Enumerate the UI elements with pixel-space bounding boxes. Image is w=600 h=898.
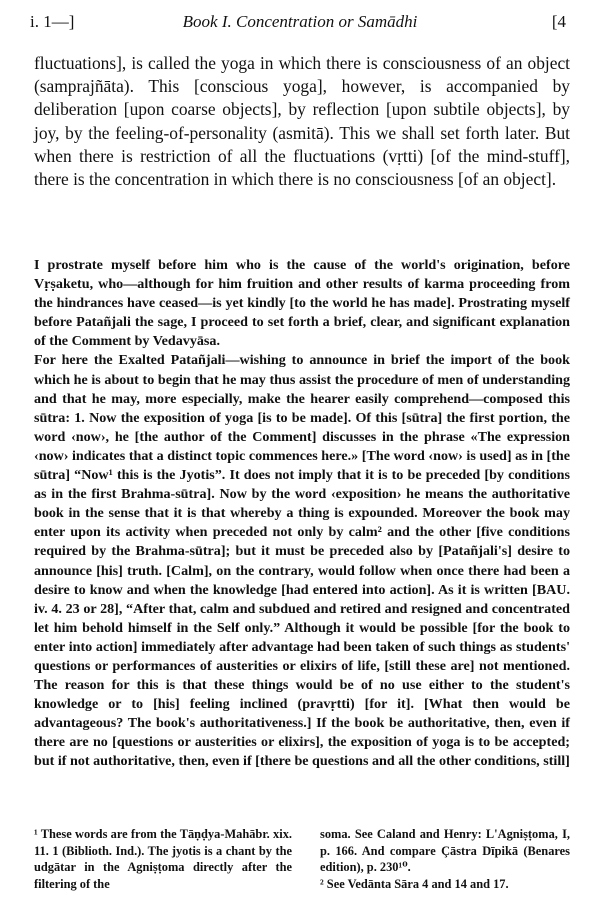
- commentary: [34, 256, 570, 772]
- footnotes: [34, 826, 570, 892]
- header-page-number: [4: [551, 12, 566, 31]
- main-paragraph: fluctuations], is called the yoga in which there is consciousness of an object (samprajñāta). This [conscious yoga], however, is accompanied by deliberation [upon coarse objects], by reflection [upon subtile objects], by joy, by the feeling-of-personality (asmitā). This we shall set forth later. But when there is restriction of all the fluctuations (vṛtti) [of the mind-stuff], there is the concentration in which there is no consciousness [of an object].: [34, 53, 570, 190]
- footnote-column-right: [320, 826, 570, 892]
- main-text: [34, 52, 570, 191]
- header-title: Book I. Concentration or Samādhi: [182, 12, 418, 31]
- footnote-1: ¹ These words are from the Tāṇḍya-Mahābr. xix. 11. 1 (Biblioth. Ind.). The jyotis is a chant by the udgātar in the Agniṣṭoma directly after the filtering of the: [34, 827, 292, 891]
- commentary-paragraph-1: I prostrate myself before him who is the cause of the world's origination, before Vṛṣaketu, who—although for him fruition and other results of karma proceeding from the hindrances have ceased—is yet kindly [to the world he has made]. Prostrating myself before Patañjali the sage, I proceed to set forth a brief, clear, and significant explanation of the Comment by Vedavyāsa.: [34, 257, 570, 350]
- footnote-column-left: [34, 826, 292, 892]
- header-section-ref: i. 1—]: [30, 12, 75, 31]
- commentary-paragraph-2: For here the Exalted Patañjali—wishing to announce in brief the import of the book which he is about to begin that he may thus assist the procedure of men of understanding and that he may, more especially, make the hearer easily comprehend—composed this sūtra: 1. Now the exposition of yoga [is to be made]. Of this [sūtra] the first portion, the word ‹now›, he [the author of the Comment] discusses in the phrase «The expression ‹now› indicates that a distinct topic commences here.» [The word ‹now› is used] as in [the sūtra] “Now¹ this is the Jyotis”. It does not imply that it is to be preceded [by conditions as in the first Brahma-sūtra]. Now by the word ‹exposition› he means the authoritative book in the sense that it is that whereby a thing is expounded. Moreover the book may enter upon its activity when preceded not only by calm² and the other [five conditions required by the Brahma-sūtra]; but it must be preceded also by [Patañjali's] desire to announce [his] truth. [Calm], on the contrary, would follow when once there had been a desire to know and when the knowledge [had entered into action]. As it is written [BAU. iv. 4. 23 or 28], “After that, calm and subdued and retired and resigned and concentrated let him behold himself in the Self only.” Although it would be possible [for the book to enter into action] immediately after advantage had been taken of such things as students' questions or performances of austerities or elixirs of life, [still these are] not mentioned. The reason for this is that these things would be of no use either to the student's knowledge or to [his] feeling inclined (pravṛtti) [for it]. [What then would be advantageous? The book's authoritativeness.] If the book be authoritative, then, even if there are no [questions or austerities or elixirs], the exposition of yoga is to be accepted; but if not authoritative, then, even if [there be questions and all the other conditions, still]: [34, 352, 570, 770]
- footnote-2: ² See Vedānta Sāra 4 and 14 and 17.: [320, 876, 509, 891]
- footnote-1-continued: soma. See Caland and Henry: L'Agniṣṭoma, I, p. 166. And compare Çāstra Dīpikā (Benares edition), p. 230¹⁰.: [320, 827, 570, 874]
- running-header: [28, 12, 572, 36]
